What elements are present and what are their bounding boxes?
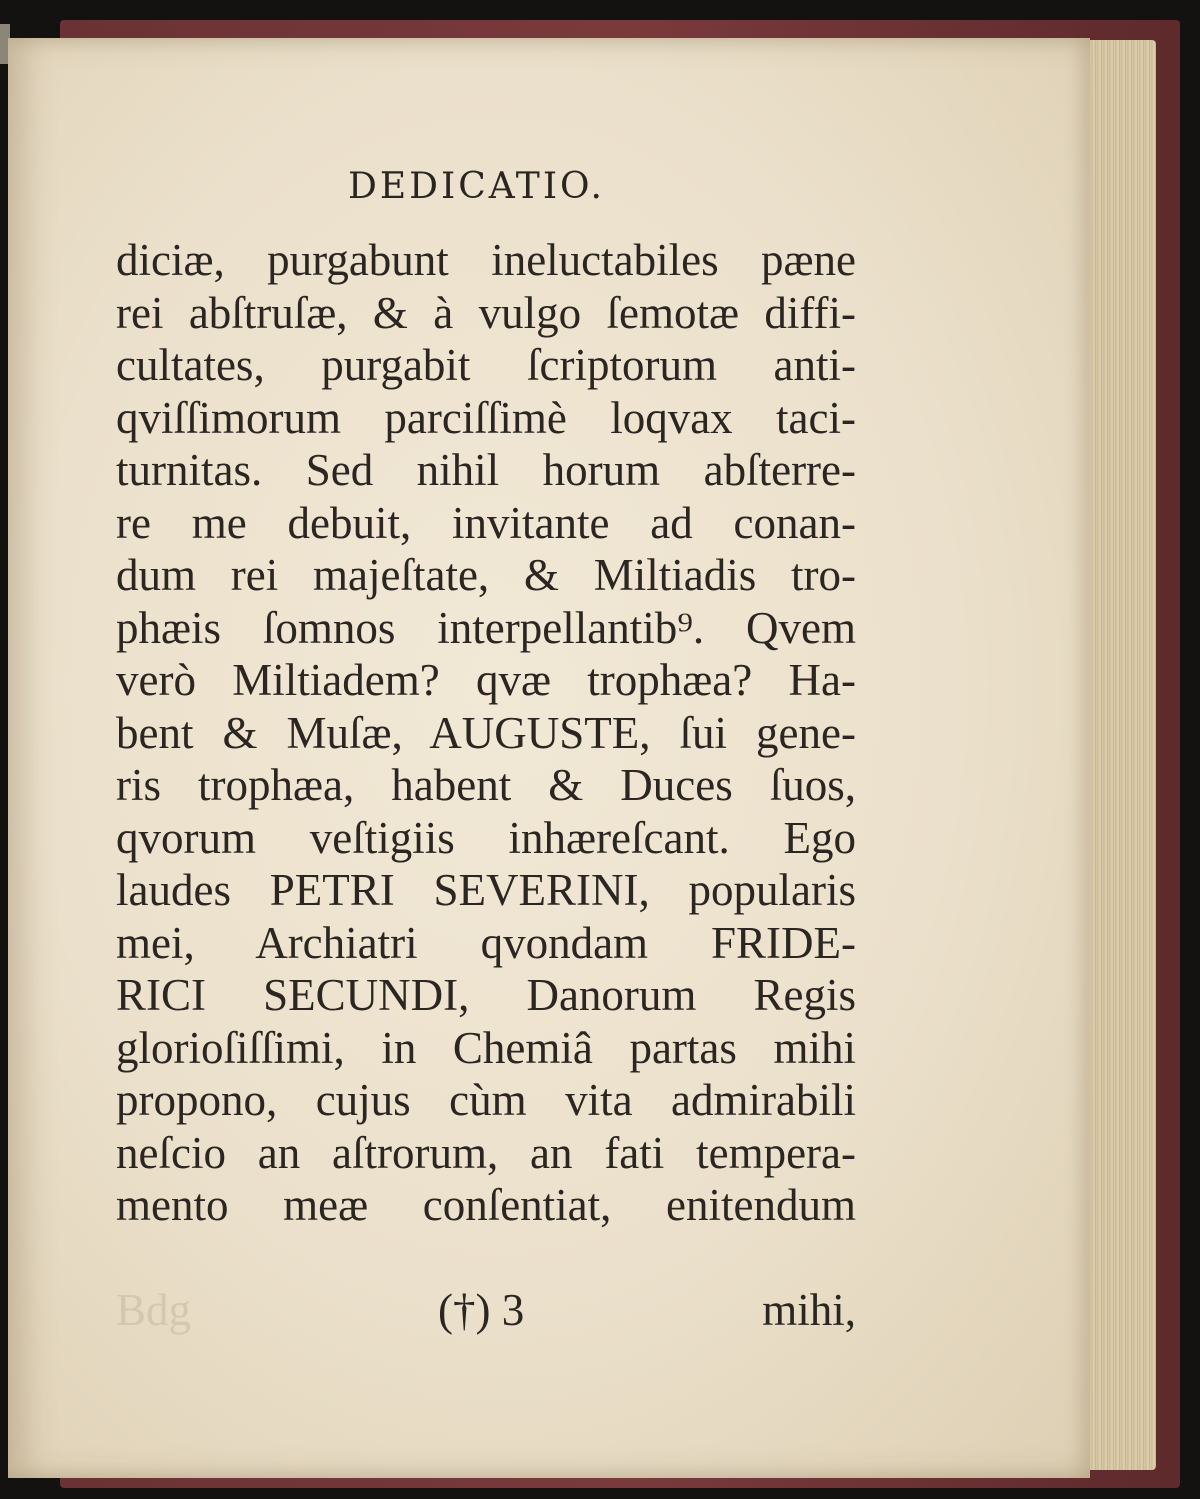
text-line: verò Miltiadem? qvæ trophæa? Ha- [116,655,856,705]
text-line: mei, Archiatri qvondam FRIDE- [116,917,856,968]
text-line: ris trophæa, habent & Duces ſuos, [116,760,856,810]
text-line: glorioſiſſimi, in Chemiâ partas mihi [116,1022,856,1073]
text-line: propono, cujus cùm vita admirabili [116,1075,856,1125]
text-line: turnitas. Sed nihil horum abſterre- [116,445,856,495]
text-line: rei abſtruſæ, & à vulgo ſemotæ diffi- [116,287,856,338]
text-line: mento meæ conſentiat, enitendum [116,1180,856,1230]
text-line: neſcio an aſtrorum, an fati tempera- [116,1127,856,1178]
text-line: RICI SECUNDI, Danorum Regis [116,970,856,1020]
running-head: DEDICATIO. [348,166,605,207]
text-line: dum rei majeſtate, & Miltiadis tro- [116,550,856,600]
text-line: re me debuit, invitante ad conan- [116,497,856,548]
text-line: qvorum veſtigiis inhæreſcant. Ego [116,812,856,863]
text-line: laudes PETRI SEVERINI, popularis [116,865,856,915]
text-line: bent & Muſæ, AUGUSTE, ſui gene- [116,707,856,758]
body-text [116,234,856,1232]
signature-mark: (†) 3 [438,1285,525,1335]
book-page [8,38,1090,1478]
catchword: mihi, [762,1285,856,1335]
page-edges [1090,40,1156,1470]
text-line: cultates, purgabit ſcriptorum anti- [116,340,856,390]
text-line: diciæ, purgabunt ineluctabiles pæne [116,235,856,285]
text-line: qviſſimorum parciſſimè loqvax taci- [116,392,856,443]
text-line: phæis ſomnos interpellantib⁹. Qvem [116,602,856,653]
page-footer [116,1284,856,1336]
faded-stamp: Bdg [116,1285,192,1335]
